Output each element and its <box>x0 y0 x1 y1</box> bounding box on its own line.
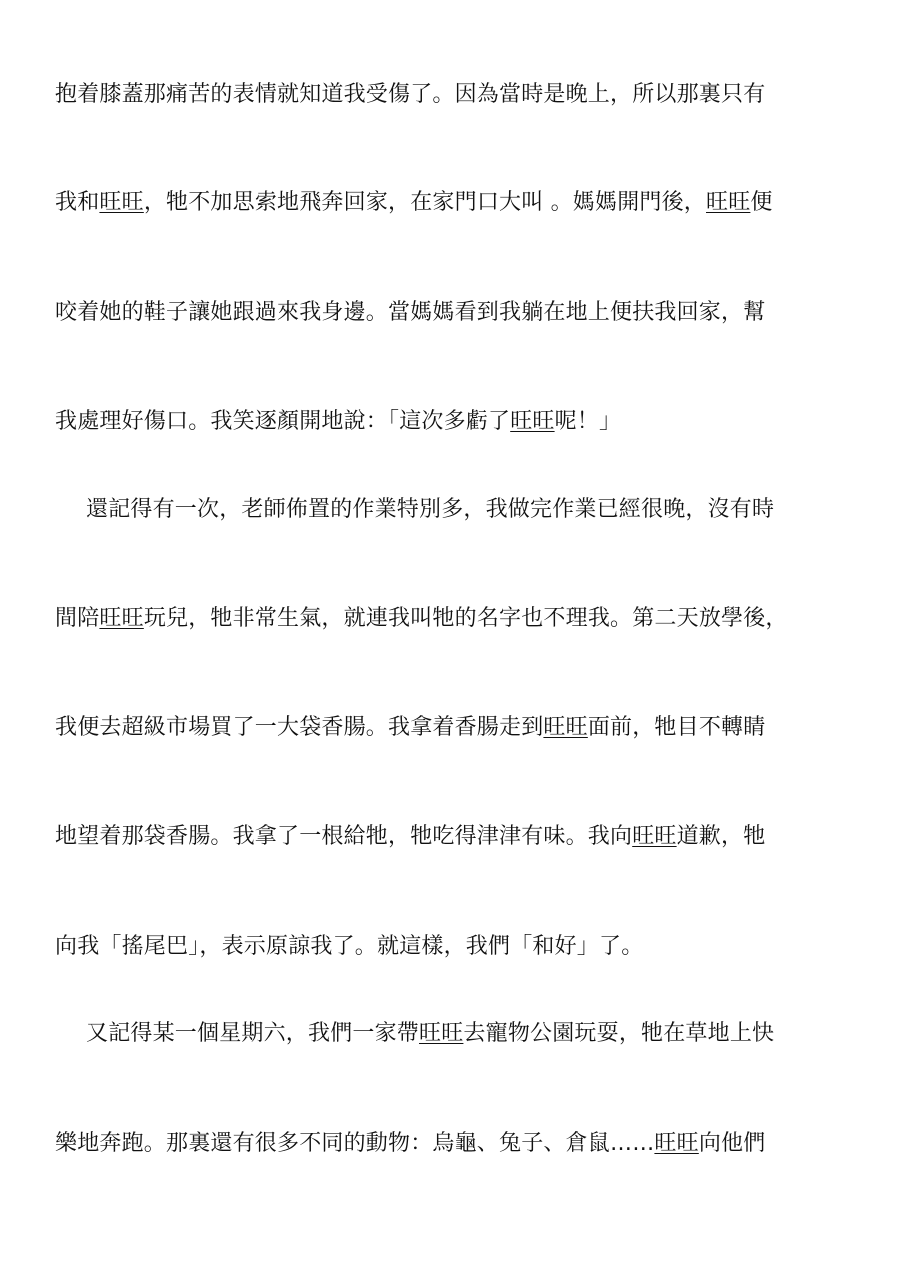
dog-name: 旺旺 <box>706 190 751 215</box>
paragraph-start-line: 還記得有一次，老師佈置的作業特別多，我做完作業已經很晚，沒有時 <box>86 497 775 522</box>
text-line: 間陪旺旺玩兒，牠非常生氣，就連我叫牠的名字也不理我。第二天放學後， <box>55 606 788 631</box>
text-line: 我和旺旺，牠不加思索地飛奔回家，在家門口大叫 。媽媽開門後，旺旺便 <box>55 190 773 215</box>
paragraph-start-line: 又記得某一個星期六，我們一家帶旺旺去寵物公園玩耍，牠在草地上快 <box>86 1021 775 1046</box>
dog-name: 旺旺 <box>543 715 588 740</box>
dog-name: 旺旺 <box>99 190 144 215</box>
text-line: 樂地奔跑。那裏還有很多不同的動物：烏龜、兔子、倉鼠……旺旺向他們 <box>55 1131 766 1156</box>
text-line: 向我「搖尾巴」，表示原諒我了。就這樣，我們「和好」了。 <box>55 934 644 959</box>
text-line: 我處理好傷口。我笑逐顏開地說：「這次多虧了旺旺呢！」 <box>55 409 622 434</box>
dog-name: 旺旺 <box>510 409 555 434</box>
dog-name: 旺旺 <box>419 1021 464 1046</box>
text-line: 咬着她的鞋子讓她跟過來我身邊。當媽媽看到我躺在地上便扶我回家，幫 <box>55 300 766 325</box>
text-line: 我便去超級市場買了一大袋香腸。我拿着香腸走到旺旺面前，牠目不轉睛 <box>55 715 766 740</box>
dog-name: 旺旺 <box>654 1131 699 1156</box>
dog-name: 旺旺 <box>632 824 677 849</box>
text-line: 抱着膝蓋那痛苦的表情就知道我受傷了。因為當時是晚上，所以那裏只有 <box>55 82 766 107</box>
text-line: 地望着那袋香腸。我拿了一根給牠，牠吃得津津有味。我向旺旺道歉，牠 <box>55 824 766 849</box>
dog-name: 旺旺 <box>99 606 144 631</box>
